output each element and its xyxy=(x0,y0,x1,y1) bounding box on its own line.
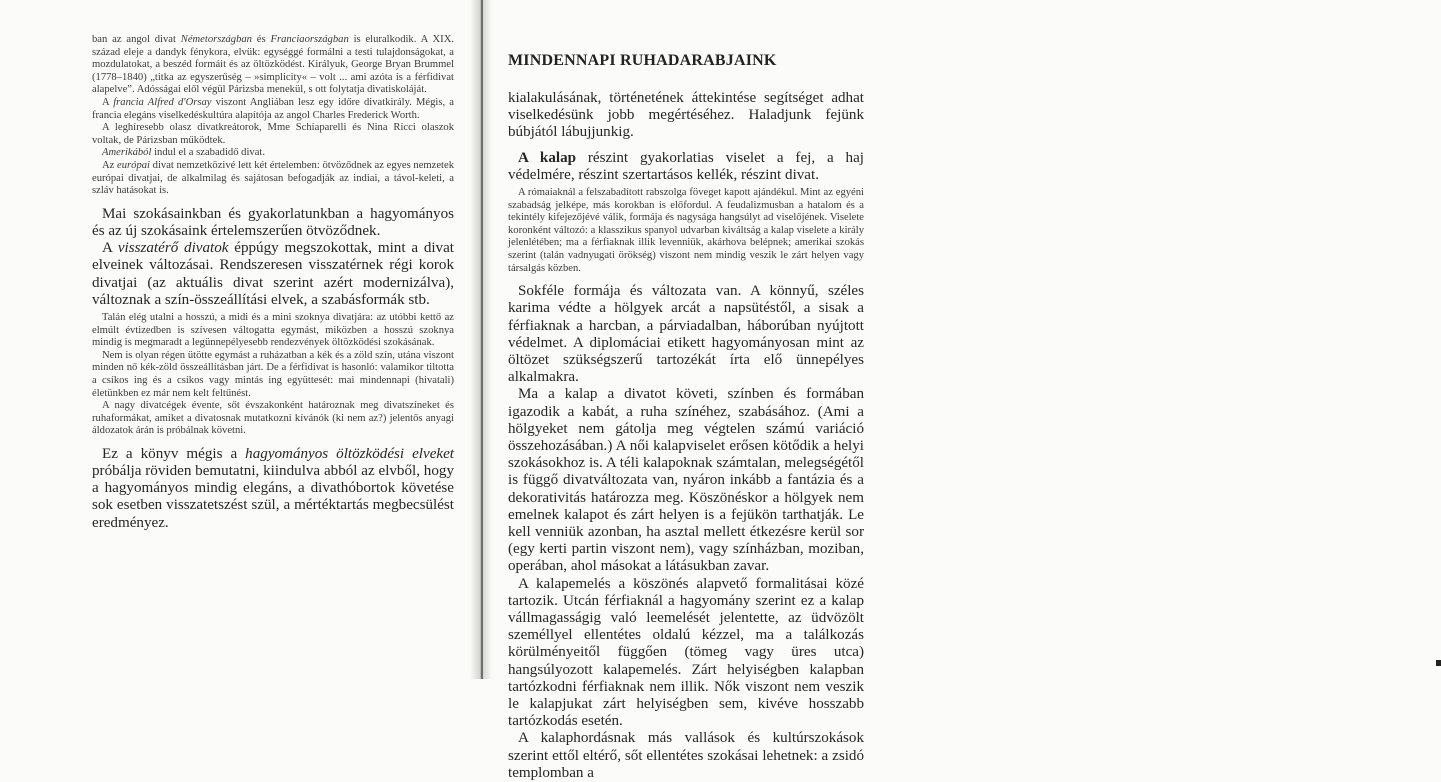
gutter-fold-line xyxy=(481,0,483,679)
right-text-column xyxy=(508,52,864,782)
right-paragraph-7: A kalaphordásnak más vallások és kultúrszokások szerint ettől eltérő, sőt ellentétes szokásai lehetnek: a zsidó templomban a xyxy=(508,730,864,781)
right-paragraph-1: kialakulásának, történetének áttekintése segítséget adhat viselkedésünk jobb megértéséhez. Haladjunk fejünk búbjától lábujjunkig. xyxy=(508,90,864,141)
left-paragraph-11: Ez a könyv mégis a hagyományos öltözködési elveket próbálja röviden bemutatni, kiindulva abból az elvből, hogy a hagyományos mindig elegáns, a divathóbortok követése sok esetben visszatetszést szül, a mértéktartás megbecsülést eredményez. xyxy=(92,445,454,531)
section-heading: MINDENNAPI RUHADARABJAINK xyxy=(508,52,777,69)
left-paragraph-10: A nagy divatcégek évente, sőt évszakonként határoznak meg divatszíneket és ruhaformákat, amiket a divatosnak mutatkozni kívánók (ki nem az?) jelentős anyagi áldozatok árán is próbálnak követni. xyxy=(92,400,454,437)
right-paragraph-5: Ma a kalap a divatot követi, színben és formában igazodik a kabát, a ruha színéhez, szabásához. (Ami a hölgyeket nem gátolja meg végtelen számú variáció összehozásában.) A női kalapviselet erősen kötődik a helyi szokásokhoz is. A téli kalapoknak számtalan, melegségétől is függő divatváltozata van, nyáron inkább a fantázia és a dekorativitás határozza meg. Köszönéskor a hölgyek nem emelnek kalapot és zárt helyen is a fejükön tarthatják. Le kell venniük azonban, ha asztal mellett étkezésre kerül sor (egy kerti partin viszont nem), vagy színházban, moziban, operában, ahol másokat a látásukban zavar. xyxy=(508,386,864,575)
corner-mark xyxy=(1436,660,1441,666)
left-paragraph-3: A leghíresebb olasz divatkreátorok, Mme Schiaparelli és Nina Ricci olaszok voltak, de Párizsban működtek. xyxy=(92,122,454,146)
left-paragraph-8: Talán elég utalni a hosszú, a midi és a mini szoknya divatjára: az utóbbi kettő az elmúlt évtizedben is szívesen váltogatta egymást, miközben a hosszú szoknya mindig is megmaradt a legünnepélyesebb rendezvények öltözködési szokásának. xyxy=(92,311,454,349)
left-paragraph-7: A visszatérő divatok éppúgy megszokottak, mint a divat elveinek változásai. Rendszeresen visszatérnek régi korok divatjai (az aktuális divat szerint azért modernizálva), változnak a szín-összeállítási elvek, a szabásformák stb. xyxy=(92,240,454,308)
left-text-column xyxy=(92,34,454,532)
left-paragraph-5: Az európai divat nemzetközivé lett két értelemben: ötvöződnek az egyes nemzetek európai divatjai, de alkalmilag és sajátosan befogadják az indiai, a távol-keleti, a szláv hatásokat is. xyxy=(92,159,454,197)
right-page xyxy=(484,0,960,781)
left-page xyxy=(0,0,476,679)
right-paragraph-4: Sokféle formája és változata van. A könnyű, széles karima védte a hölgyek arcát a napsütéstől, a sisak a férfiaknak a harcban, a párviadalban, háborúban nyújtott védelmet. A diplomáciai etikett hagyományosan mint az öltözet szükségszerű tartozékát írta elő ünnepélyes alkalmakra. xyxy=(508,283,864,386)
left-paragraph-1: ban az angol divat Németországban és Franciaországban is eluralkodik. A XIX. század eleje a dandyk fénykora, elvük: egységgé formálni a testi tulajdonságokat, a mozdulatokat, a beszéd formáit és az öltözködést. Királyuk, George Bryan Brummel (1778–1840) „titka az egyszerűség – »simplicity« – volt ... ami azóta is a férfidivat alapelve”. Adósságai elől végül Párizsba menekül, s ott folytatja divatiskoláját. xyxy=(92,34,454,96)
left-paragraph-2: A francia Alfred d'Orsay viszont Angliában lesz egy időre divatkirály. Mégis, a francia elegáns viselkedéskultúra alapítója az angol Charles Frederick Worth. xyxy=(92,96,454,121)
right-paragraph-6: A kalapemelés a köszönés alapvető formalitásai közé tartozik. Utcán férfiaknál a hagyomány szerint ez a kalap vállmagasságig való leemelését jelentette, az üdvözölt személlyel ellentétes oldalú kézzel, ma a találkozás körülményeitől függően (tömeg vagy üres utca) hangsúlyozott kalapemelés. Zárt helyiségben kalapban tartózkodni férfiaknak nem illik. Nők viszont nem veszik le kalapjukat zárt helyiségben sem, kivéve hosszabb tartózkodás esetén. xyxy=(508,575,864,730)
left-paragraph-4: Amerikából indul el a szabadidő divat. xyxy=(102,147,265,159)
right-paragraph-3: A rómaiaknál a felszabadított rabszolga föveget kapott ajándékul. Mint az egyéni szabadság jelképe, más korokban is előfordul. A feudalizmusban a hatalom és a tekintély kifejezőjévé válik, formája és nagysága hangsúlyt ad viselőjének. Viselete koronként változó: a klasszikus spanyol udvarban kiváltság a kalap viselete a király jelenlétében; ma a férfiaknak illik levenniük, akárhova belépnek; amerikai szokás szerint (talán vadnyugati örökség) viszont nem mindig veszik le zárt helyen vagy társalgás közben. xyxy=(508,187,864,274)
left-paragraph-9: Nem is olyan régen ütötte egymást a ruházatban a kék és a zöld szín, utána viszont minden nő kék-zöld összeállításban járt. De a férfidivat is hasonló: valamikor tiltotta a csíkos ing és a csíkos vagy mintás ing együttesét: mai mindennapi (hivatali) életünkben ez már nem kelt feltűnést. xyxy=(92,349,454,399)
left-paragraph-6: Mai szokásainkban és gyakorlatunkban a hagyományos és az új szokásaink értelemszerűen ötvöződnek. xyxy=(92,205,454,239)
right-paragraph-2: A kalap részint gyakorlatias viselet a fej, a haj védelmére, részint szertartásos kellék, részint divat. xyxy=(508,149,864,183)
